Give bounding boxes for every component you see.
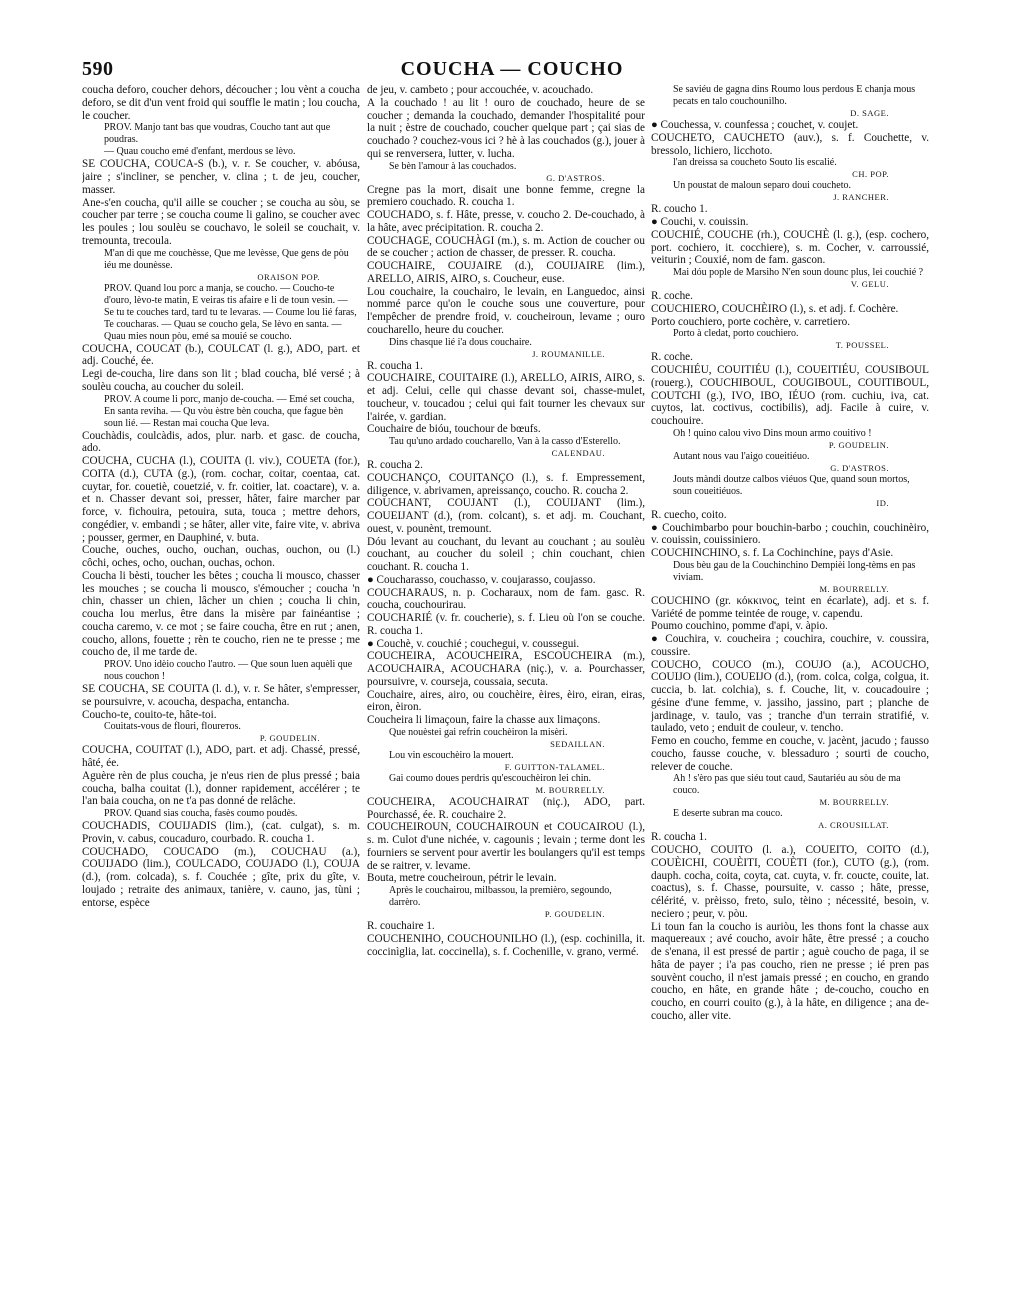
entry-paragraph: Ane-s'en coucha, qu'il aille se coucher ; se coucha au sòu, se coucher par terre ; se coucha coume li galino, se coucher avec les poules ; lou soulèu se couchavo, le soleil se couchait, v. tremounta, trecoula. (82, 196, 360, 247)
entry-paragraph: R. coucho 1. (651, 203, 708, 216)
entry-paragraph: Couchaire, aires, airo, ou couchèire, èires, èiro, eiran, eiras, eiron, èiron. (367, 688, 645, 714)
quotation-source: CH. POP. (852, 169, 889, 180)
entry-paragraph: COUCHEIRA, ACOUCHEIRA, ESCOUCHEIRA (m.), ACOUCHAIRA, ACOUCHARA (niç.), v. a. Pourchasser, poursuivre, v. courseja, coussaia, secuta. (367, 650, 645, 688)
entry-paragraph: Femo en coucho, femme en couche, v. jacènt, jacudo ; fausso coucho, fausse couche, v. blessaduro ; sourti de coucho, relever de couche. (651, 735, 929, 773)
entry-paragraph: COUCHIÉU, COUITIÉU (l.), COUEITIÉU, COUSIBOUL (rouerg.), COUCHIBOUL, COUGIBOUL, COUITIBOUL, COUTCHI (g.), IVO, IBO, IÉUO (rom. cuchiu, iva, cat. cuytos, lat. coctivus, coctibilis), adj. Facile à cuire, v. couchouire. (651, 364, 929, 427)
quotation-source: G. D'ASTROS. (546, 172, 605, 183)
quotation: E deserte subran ma couco. (673, 808, 783, 820)
entry-paragraph: ● Coucharasso, couchasso, v. coujarasso, coujasso. (367, 573, 596, 586)
entry-paragraph: COUCHEIROUN, COUCHAIROUN et COUCAIROU (l.), s. m. Culot d'une nichée, v. cagounis ; levain ; terme dont les fourniers se servent pour avertir les boulangers qu'il est temps de se raitrer, v. levame. (367, 821, 645, 872)
quotation: Autant nous vau l'aigo coueitiéuo. (673, 450, 810, 462)
entry-paragraph: SE COUCHA, COUCA-S (b.), v. r. Se coucher, v. abóusa, jaire ; s'incliner, se pencher, v. clina ; t. de jeu, coucher, masser. (82, 158, 360, 196)
quotation-source: A. CROUSILLAT. (818, 820, 889, 831)
quotation: Dous bèu gau de la Couchinchino Dempièi long-tèms en pas viviam. (673, 559, 916, 583)
quotation: Après le couchairou, milbassou, la premièro, segoundo, darrèro. (389, 885, 612, 908)
quotation: Se bèn l'amour à las couchados. (389, 160, 517, 172)
entry-paragraph: Legi de-coucha, lire dans son lit ; blad coucha, blé versé ; à soulèu coucha, au coucher du soleil. (82, 368, 360, 393)
quotation-source: M. BOURRELLY. (819, 583, 889, 594)
quotation: Que nouèstei gai refrin couchèiron la misèri. (389, 726, 568, 738)
quotation-source: T. POUSSEL. (835, 340, 889, 351)
quotation-source: V. GELU. (850, 279, 889, 289)
entry-paragraph: COUCHARAUS, n. p. Cocharaux, nom de fam. gasc. R. coucha, couchourirau. (367, 586, 645, 612)
entry-paragraph: COUCHARIÉ (v. fr. coucherie), s. f. Lieu où l'on se couche. R. coucha 1. (367, 612, 645, 637)
entry-paragraph: Lou couchaire, la couchairo, le levain, en Languedoc, ainsi nommé parce qu'on le couche sous une couverture, pour l'empêcher de prendre froid, v. coucheiroun, levame ; ouro coucharello, heure du coucher. (367, 285, 645, 336)
running-head: COUCHA — COUCHO (400, 58, 624, 80)
column-2 (367, 84, 645, 1284)
entry-paragraph: R. coucha 1. (367, 359, 423, 372)
entry-paragraph: COUCHADO, s. f. Hâte, presse, v. coucho 2. De-couchado, à la hâte, avec précipitation. R. coucha 2. (367, 209, 645, 234)
entry-paragraph: Poumo couchino, pomme d'api, v. àpio. (651, 620, 828, 633)
quotation: PROV. Manjo tant bas que voudras, Coucho tant aut que poudras. (104, 122, 331, 146)
quotation: PROV. Quand sias coucha, fasès coumo poudès. (104, 808, 298, 819)
entry-paragraph: ● Couchira, v. coucheira ; couchira, couchire, v. coussira, coussire. (651, 633, 929, 658)
quotation-source: P. GOUDELIN. (828, 439, 889, 450)
entry-paragraph: COUCHAIRE, COUJAIRE (d.), COUIJAIRE (lim.), ARELLO, AIRIS, AIRO, s. Coucheur, euse. (367, 260, 645, 285)
entry-paragraph: SE COUCHA, SE COUITA (l. d.), v. r. Se hâter, s'empresser, se poursuivre, v. acoucha, despacha, entancha. (82, 683, 360, 708)
entry-paragraph: COUCHIÉ, COUCHE (rh.), COUCHÈ (l. g.), (esp. cochero, port. cochiero, it. cocchiere), s. m. Cocher, v. carroussié, veiturin ; Couxié, nom de fam. gascon. (651, 228, 929, 267)
entry-paragraph: COUCHADO, COUCADO (m.), COUCHAU (a.), COUIJADO (lim.), COULCADO, COUJADO (l.), COUJA (d.), (rom. colcada), s. f. Couchée ; gîte, prix du gîte, v. loujado ; retraite des animaux, tanière, v. cauno, jas, tùni ; entorse, espèce (82, 845, 360, 909)
entry-paragraph: R. cuecho, coito. (651, 508, 727, 521)
quotation-source: SEDAILLAN. (550, 738, 605, 749)
column-3 (651, 84, 929, 1284)
quotation: Mai dóu pople de Marsiho N'en soun dounc plus, lei couchié ? (673, 267, 924, 278)
quotation: Un poustat de maloun separo doui coucheto. (673, 180, 852, 192)
entry-paragraph: Porto couchiero, porte cochère, v. carretiero. (651, 315, 850, 328)
entry-paragraph: Coucha li bèsti, toucher les bêtes ; coucha li mousco, chasser les mouches ; se coucha li mousco, s'émoucher ; coucha 'n chin, chasser un chien, lâcher un chien ; coucha li chin, coucha lou merlus, être dans la misère par fainéantise ; coucha caremo, v. ce mot ; se faire coucha, être en rut ; anen, coucho, allons, fouette ; rèn te coucho, rien ne te presse ; me coucho de, il me tarde de. (82, 569, 360, 659)
entry-paragraph: coucha deforo, coucher dehors, découcher ; lou vènt a coucha deforo, se dit d'un vent froid qui souffle le matin ; lou coucha, le coucher. (82, 84, 360, 122)
entry-paragraph: COUCHINO (gr. κόκκινος, teint en écarlate), adj. et s. f. Variété de pomme teintée de rouge, v. capendu. (651, 594, 929, 620)
entry-paragraph: R. coucha 2. (367, 459, 423, 471)
page-number: 590 (82, 58, 114, 80)
entry-paragraph: ● Couchè, v. couchié ; couchegui, v. coussegui. (367, 637, 580, 650)
quotation: — Quau coucho emé d'enfant, merdous se lèvo. (104, 146, 296, 158)
quotation: Tau qu'uno ardado coucharello, Van à la casso d'Esterello. (389, 436, 621, 447)
entry-paragraph: COUCHINCHINO, s. f. La Cochinchine, pays d'Asie. (651, 547, 894, 559)
quotation-source: ID. (876, 497, 889, 508)
entry-paragraph: ● Couchimbarbo pour bouchin-barbo ; couchin, couchinèiro, v. couissin, couissiniero. (651, 521, 929, 547)
quotation: M'an di que me couchèsse, Que me levèsse, Que gens de pòu iéu me dounèsse. (104, 247, 349, 271)
entry-paragraph: COUCHA, COUCAT (b.), COULCAT (l. g.), ADO, part. et adj. Couché, ée. (82, 342, 360, 368)
entry-paragraph: A la couchado ! au lit ! ouro de couchado, heure de se coucher ; demanda la couchado, demander l'hospitalité pour la nuit ; èstre de couchado, coucher quelque part ; çai sias de couchado ? couchez-vous ici ? hè à las couchados (g.), jouer à qui se renversera, lutter, v. lucha. (367, 96, 645, 160)
entry-paragraph: COUCHO, COUITO (l. a.), COUEITO, COITO (d.), COUÈICHI, COUÈITI, COUÈTI (for.), CUTO (g.), (rom. dauph. cocha, coita, coyta, cat. cuyta, v. fr. coucte, couite, lat. coactus), s. f. Chasse, poursuite, v. casso ; hâte, presse, célérité, v. prèisso, freto, sulo, tèino ; nécessité, besoin, v. neciero ; peur, v. pòu. (651, 844, 929, 920)
entry-paragraph: Couchàdis, coulcàdis, ados, plur. narb. et gasc. de coucha, ado. (82, 429, 360, 455)
quotation-source: J. ROUMANILLE. (532, 348, 605, 359)
entry-paragraph: COUCHANÇO, COUITANÇO (l.), s. f. Empressement, diligence, v. abrivamen, apreissanço, coucho. R. coucha 2. (367, 471, 645, 497)
entry-paragraph: Couche, ouches, oucho, ouchan, ouchas, ouchon, ou (l.) côchi, oches, ocho, ouchan, ouchas, ochon. (82, 544, 360, 569)
entry-paragraph: Couchaire de bióu, touchour de bœufs. (367, 423, 541, 436)
entry-paragraph: Coucho-te, couito-te, hâte-toi. (82, 708, 217, 721)
quotation: Couitats-vous de flouri, floureтos. (104, 721, 241, 733)
quotation: Gai coumo doues perdris qu'escouchèiron lei chin. (389, 772, 592, 784)
entry-paragraph: COUCHEIRA, ACOUCHAIRAT (niç.), ADO, part. Pourchassé, ée. R. couchaire 2. (367, 795, 645, 821)
entry-paragraph: Li toun fan la coucho is auriòu, les thons font la chasse aux maquereaux ; avé coucho, avoir hâte, être pressé ; a coucho de s'enana, il est pressé de partir ; aguè coucho de paga, il se hâta de payer ; i'a pas coucho, rien ne presse ; ié pren pas souvènt coucho, il n'est jamais pressé ; en coucho, en grando coucho, en hâte, en grande hâte ; de-coucho, coucho en coucho, en courri couito (g.), à la hâte, en diligence ; ana de-coucho, aller vite. (651, 920, 929, 1022)
entry-paragraph: Coucheira li limaçoun, faire la chasse aux limaçons. (367, 714, 601, 726)
entry-paragraph: COUCHADIS, COUIJADIS (lim.), (cat. culgat), s. m. Provin, v. cabus, coucaduro, courbado. R. coucha 1. (82, 820, 360, 845)
entry-paragraph: R. coucha 1. (651, 831, 707, 844)
quotation: Oh ! quino calou vivo Dins moun armo couitivo ! (673, 427, 872, 439)
entry-paragraph: COUCHETO, CAUCHETO (auv.), s. f. Couchette, v. bressolo, lichiero, licchoto. (651, 131, 929, 157)
entry-paragraph: COUCHO, COUCO (m.), COUJO (a.), ACOUCHO, COUIJO (lim.), COUEIJO (d.), (rom. colca, colga, colgua, it. cuccia, b. lat. colchia), s. f. Couche, lit, v. coucadouire ; gésine d'une femme, v. jassiho, jassino, part ; planche de jardinage, v. taulo, vas ; tranche d'un terrain stratifié, v. taulado, veto ; enduit de couleur, v. tencho. (651, 658, 929, 735)
quotation-source: F. GUITTON-TALAMEL. (504, 761, 605, 772)
quotation-source: G. D'ASTROS. (830, 462, 889, 473)
entry-paragraph: COUCHA, CUCHA (l.), COUITA (l. viv.), COUETA (for.), COITA (d.), CUTA (g.), (rom. cochar, coitar, coentaa, cat. cuytar, for. couetiè, couetzié, v. fr. coitier, lat. coactare), v. a. et n. Chasser devant soi, presser, hâter, faire marcher par force, v. fichouira, petouira, suta, touca ; mettre dehors, congédier, v. embandi ; se hâter, aller vite, faire vite, v. abriva ; pousser, germer, en Dauphiné, v. buta. (82, 455, 360, 544)
column-1 (82, 84, 360, 1284)
entry-paragraph: Cregne pas la mort, disait une bonne femme, cregne la premiero couchado. R. coucha 1. (367, 183, 645, 209)
entry-paragraph: R. couchaire 1. (367, 920, 435, 932)
quotation: PROV. A coume li porc, manjo de-coucha. — Emé set coucha, En santa reviha. — Qu vòu èstre bèn coucha, que fague bèn soun lié. — Restan mai coucha Que leva. (104, 393, 355, 429)
quotation: Jouts màndi doutze calbos viéuos Que, quand soun mortos, soun coueitiéuos. (673, 473, 910, 497)
quotation-source: D. SAGE. (850, 108, 889, 118)
entry-paragraph: ● Couchi, v. couissin. (651, 216, 749, 228)
entry-paragraph: Dóu levant au couchant, du levant au couchant ; au soulèu couchant, au coucher du soleil ; chin couchant, chien couchant. R. coucha 1. (367, 535, 645, 573)
quotation: Lou vin escouchèiro la mouert. (389, 749, 514, 761)
quotation-source: CALENDAU. (551, 448, 605, 458)
entry-paragraph: R. coche. (651, 351, 693, 364)
entry-paragraph: de jeu, v. cambeto ; pour accouchée, v. acouchado. (367, 84, 594, 96)
quotation-source: M. BOURRELLY. (535, 784, 605, 795)
entry-paragraph: COUCHANT, COUJANT (l.), COUIJANT (lim.), COUEIJANT (d.), (rom. colcant), s. et adj. m. Couchant, ouest, v. pounènt, tremount. (367, 497, 645, 535)
entry-paragraph: COUCHAGE, COUCHÀGI (m.), s. m. Action de coucher ou de se coucher ; action de chasser, de presser. R. coucha. (367, 234, 645, 260)
quotation: l'an dreissa sa coucheto Souto lis escalié. (673, 157, 837, 169)
entry-paragraph: COUCHAIRE, COUITAIRE (l.), ARELLO, AIRIS, AIRO, s. et adj. Celui, celle qui chasse devant soi, chasse-mulet, toucheur, v. toucadou ; celui qui fait tourner les chevaux sur l'airée, v. gardian. (367, 372, 645, 423)
entry-paragraph: ● Couchessa, v. counfessa ; couchet, v. coujet. (651, 119, 859, 131)
quotation-source: J. RANCHER. (833, 192, 889, 203)
quotation: PROV. Uno idèio coucho l'autro. — Que soun luen aquèli que nous couchon ! (104, 659, 353, 682)
quotation-source: ORAISON POP. (257, 271, 320, 282)
entry-paragraph: COUCHA, COUITAT (l.), ADO, part. et adj. Chassé, pressé, hâté, ée. (82, 744, 360, 769)
quotation-source: P. GOUDELIN. (544, 909, 605, 919)
quotation: PROV. Quand lou porc a manja, se coucho. — Coucho-te d'ouro, lèvo-te matin, E veiras tis afaire e li de toun vesin. — Se tu te couches tard, tard tu te levaras. — Coume lou lié faras, Te coucharas. — Quau se coucho gela, Se lèvo en santa. — Quau mies noun pòu, emé sa mouié se coucho. (104, 282, 357, 342)
quotation-source: M. BOURRELLY. (819, 797, 889, 808)
entry-paragraph: Aguère rèn de plus coucha, je n'eus rien de plus pressé ; baia coucha, balha couitat (l.), donner rapidement, accélérer ; te l'an baia coucha, on ne t'a pas donné de relâche. (82, 769, 360, 808)
entry-paragraph: COUCHIERO, COUCHÈIRO (l.), s. et adj. f. Cochère. (651, 302, 899, 315)
entry-paragraph: COUCHENIHO, COUCHOUNILHO (l.), (esp. cochinilla, it. coccinìglia, lat. coccinella), s. f. Cochenille, v. grano, vermé. (367, 932, 645, 958)
quotation-source: P. GOUDELIN. (259, 733, 320, 744)
entry-paragraph: R. coche. (651, 290, 693, 302)
quotation: Se saviéu de gagna dins Roumo lous perdous E chanja mous pecats en talo couchounilho. (673, 84, 916, 107)
entry-paragraph: Bouta, metre coucheiroun, pétrir le levain. (367, 872, 557, 885)
quotation: Dins chasque lié i'a dous couchaire. (389, 336, 532, 348)
quotation: Ah ! s'èro pas que siéu tout caud, Sautariéu au sòu de ma couco. (673, 773, 901, 797)
quotation: Porto à cledat, porto couchiero. (673, 328, 799, 340)
